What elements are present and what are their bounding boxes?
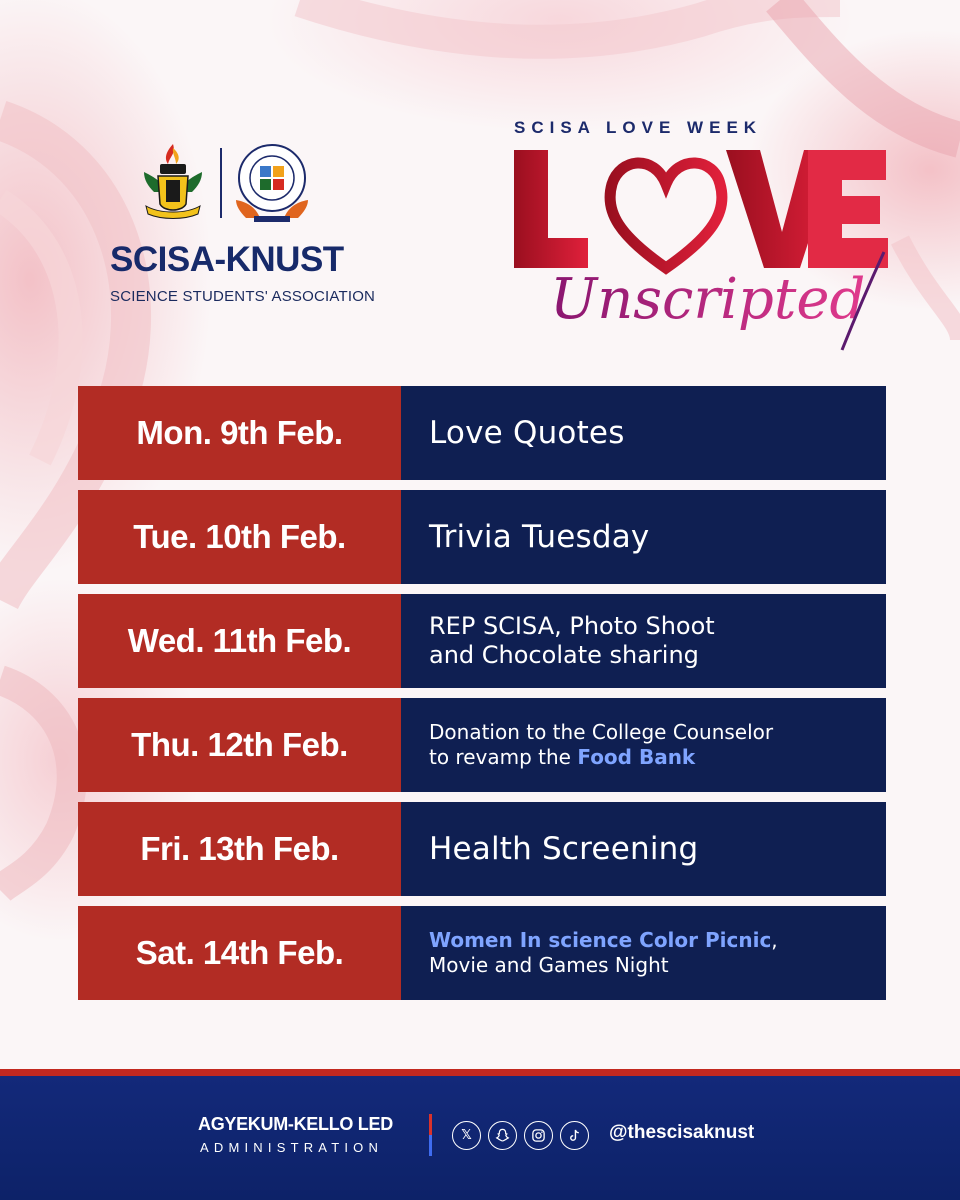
schedule-row	[78, 386, 886, 480]
day-label: Thu. 12th Feb.	[78, 698, 401, 792]
snapchat-icon[interactable]	[488, 1121, 517, 1150]
schedule-row	[78, 490, 886, 584]
day-label: Tue. 10th Feb.	[78, 490, 401, 584]
event-text: Health Screening	[429, 831, 699, 867]
event-line-2: Movie and Games Night	[429, 953, 669, 977]
org-subtitle: SCIENCE STUDENTS' ASSOCIATION	[110, 288, 376, 305]
scisa-seal-logo	[230, 142, 314, 224]
day-label: Fri. 13th Feb.	[78, 802, 401, 896]
schedule-row	[78, 698, 886, 792]
schedule-row	[78, 802, 886, 896]
event-cell	[401, 698, 886, 792]
schedule-row	[78, 906, 886, 1000]
social-icons	[452, 1121, 589, 1150]
event-line-1	[429, 928, 886, 953]
food-bank-highlight: Food Bank	[577, 745, 696, 769]
day-label: Mon. 9th Feb.	[78, 386, 401, 480]
event-line-2-prefix: to revamp the	[429, 745, 578, 769]
event-cell	[401, 594, 886, 688]
event-line-2	[429, 745, 886, 770]
footer-accent-line	[0, 1069, 960, 1076]
day-label: Sat. 14th Feb.	[78, 906, 401, 1000]
event-line-1: REP SCISA, Photo Shoot	[429, 612, 715, 640]
org-name: SCISA-KNUST	[110, 240, 344, 279]
schedule-row	[78, 594, 886, 688]
event-text: Trivia Tuesday	[429, 519, 650, 555]
day-label: Wed. 11th Feb.	[78, 594, 401, 688]
footer-divider	[429, 1114, 432, 1156]
instagram-icon[interactable]	[524, 1121, 553, 1150]
event-cell	[401, 386, 886, 480]
logo-group	[136, 142, 366, 232]
love-unscripted-title	[508, 140, 898, 360]
tiktok-icon[interactable]	[560, 1121, 589, 1150]
event-line-1-suffix: ,	[771, 928, 778, 952]
women-in-science-highlight: Women In science Color Picnic	[429, 928, 772, 952]
event-line-1: Donation to the College Counselor	[429, 720, 774, 744]
event-cell	[401, 490, 886, 584]
schedule-table	[78, 386, 886, 1010]
led-by-text: AGYEKUM-KELLO LED	[198, 1114, 393, 1134]
event-kicker: SCISA LOVE WEEK	[514, 118, 763, 137]
x-icon[interactable]: 𝕏	[452, 1121, 481, 1150]
event-text: Love Quotes	[429, 415, 625, 451]
event-line-2: and Chocolate sharing	[429, 641, 699, 669]
event-cell	[401, 906, 886, 1000]
social-handle[interactable]: @thescisaknust	[609, 1122, 755, 1143]
logo-divider	[220, 148, 222, 218]
knust-crest-logo	[136, 142, 210, 222]
title-script: Unscripted	[550, 267, 866, 332]
administration-text: ADMINISTRATION	[200, 1140, 384, 1155]
event-cell	[401, 802, 886, 896]
